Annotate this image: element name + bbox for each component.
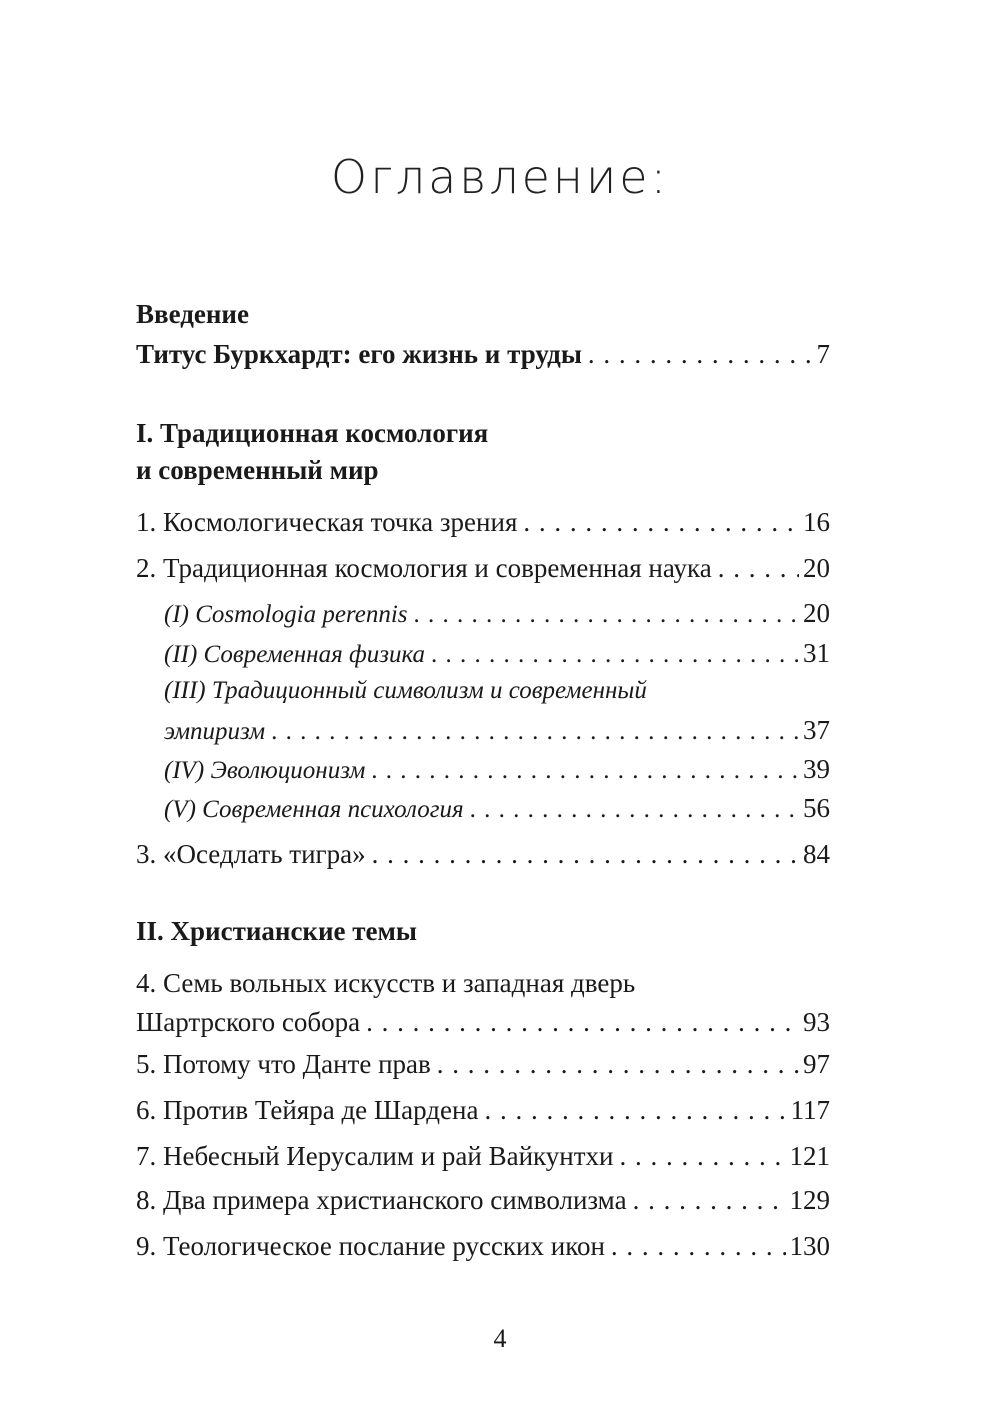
toc-entry-9[interactable] [136,1229,830,1263]
entry-page: 97 [803,1049,830,1079]
dot-leader [523,505,799,539]
toc-entry-5[interactable] [136,1047,830,1081]
entry-page: 16 [803,507,830,537]
entry-text: 2. Традиционная космология и современная наука [136,553,712,583]
page-number: 4 [493,1324,507,1353]
entry-text: (I) Cosmologia perennis [164,601,408,628]
entry-text: (V) Современная психология [164,796,464,823]
dot-leader [718,551,799,585]
section1-heading-line2: и современный мир [136,455,379,485]
dot-leader [431,638,799,672]
dot-leader [470,793,799,827]
entry-page: 39 [803,754,830,784]
entry-text: 6. Против Тейяра де Шардена [136,1095,479,1125]
toc-entry-7[interactable] [136,1139,830,1173]
entry-text: Титус Буркхардт: его жизнь и труды [136,339,582,369]
section1-heading-line1: I. Традиционная космология [136,418,489,448]
dot-leader [271,715,799,749]
entry-text: 5. Потому что Данте прав [136,1049,431,1079]
dot-leader [371,754,799,788]
toc-subentry-cosmologia[interactable] [164,596,830,632]
entry-text: 1. Космологическая точка зрения [136,507,518,537]
entry-text: 8. Два примера христианского символизма [136,1185,627,1215]
entry-text: 3. «Оседлать тигра» [136,839,366,869]
section2-heading: II. Христианские темы [136,916,417,946]
toc-subentry-psychology[interactable] [164,791,830,827]
toc-entry-4-line2[interactable] [136,1005,830,1039]
toc-subentry-symbolism-line2[interactable] [164,713,830,749]
entry-text: 4. Семь вольных искусств и западная дверь [136,968,636,998]
entry-page: 7 [816,339,830,369]
toc-entry-8[interactable] [136,1183,830,1217]
entry-page: 130 [789,1231,830,1261]
entry-page: 93 [803,1007,830,1037]
toc-entry-intro[interactable] [136,337,830,371]
toc-subentry-physics[interactable] [164,636,830,672]
toc-subentry-evolutionism[interactable] [164,752,830,788]
toc-entry-6[interactable] [136,1093,830,1127]
dot-leader [633,1183,786,1217]
dot-leader [611,1229,786,1263]
entry-text: Шартрского собора [136,1007,361,1037]
entry-page: 31 [803,638,830,668]
dot-leader [372,837,799,871]
toc-entry-2[interactable] [136,551,830,585]
entry-page: 129 [789,1185,830,1215]
entry-page: 121 [789,1141,830,1171]
dot-leader [588,337,813,371]
page-title: Оглавление: [330,150,670,204]
toc-entry-4-line1[interactable] [136,966,830,1000]
entry-text: (III) Традиционный символизм и современный [164,677,647,704]
entry-text: 9. Теологическое послание русских икон [136,1231,605,1261]
dot-leader [414,598,800,632]
entry-page: 37 [803,715,830,745]
entry-page: 20 [803,598,830,628]
entry-page: 20 [803,553,830,583]
entry-text: эмпиризм [164,718,266,745]
toc-entry-1[interactable] [136,505,830,539]
dot-leader [366,1005,799,1039]
dot-leader [484,1093,786,1127]
entry-text: 7. Небесный Иерусалим и рай Вайкунтхи [136,1141,614,1171]
dot-leader [437,1047,799,1081]
toc-subentry-symbolism-line1[interactable] [164,674,830,708]
entry-page: 84 [803,839,830,869]
entry-text: (II) Современная физика [164,641,426,668]
entry-page: 56 [803,793,830,823]
intro-heading: Введение [136,299,249,329]
toc-entry-3[interactable] [136,837,830,871]
entry-text: (IV) Эволюционизм [164,757,366,784]
dot-leader [619,1139,785,1173]
entry-page: 117 [790,1095,830,1125]
